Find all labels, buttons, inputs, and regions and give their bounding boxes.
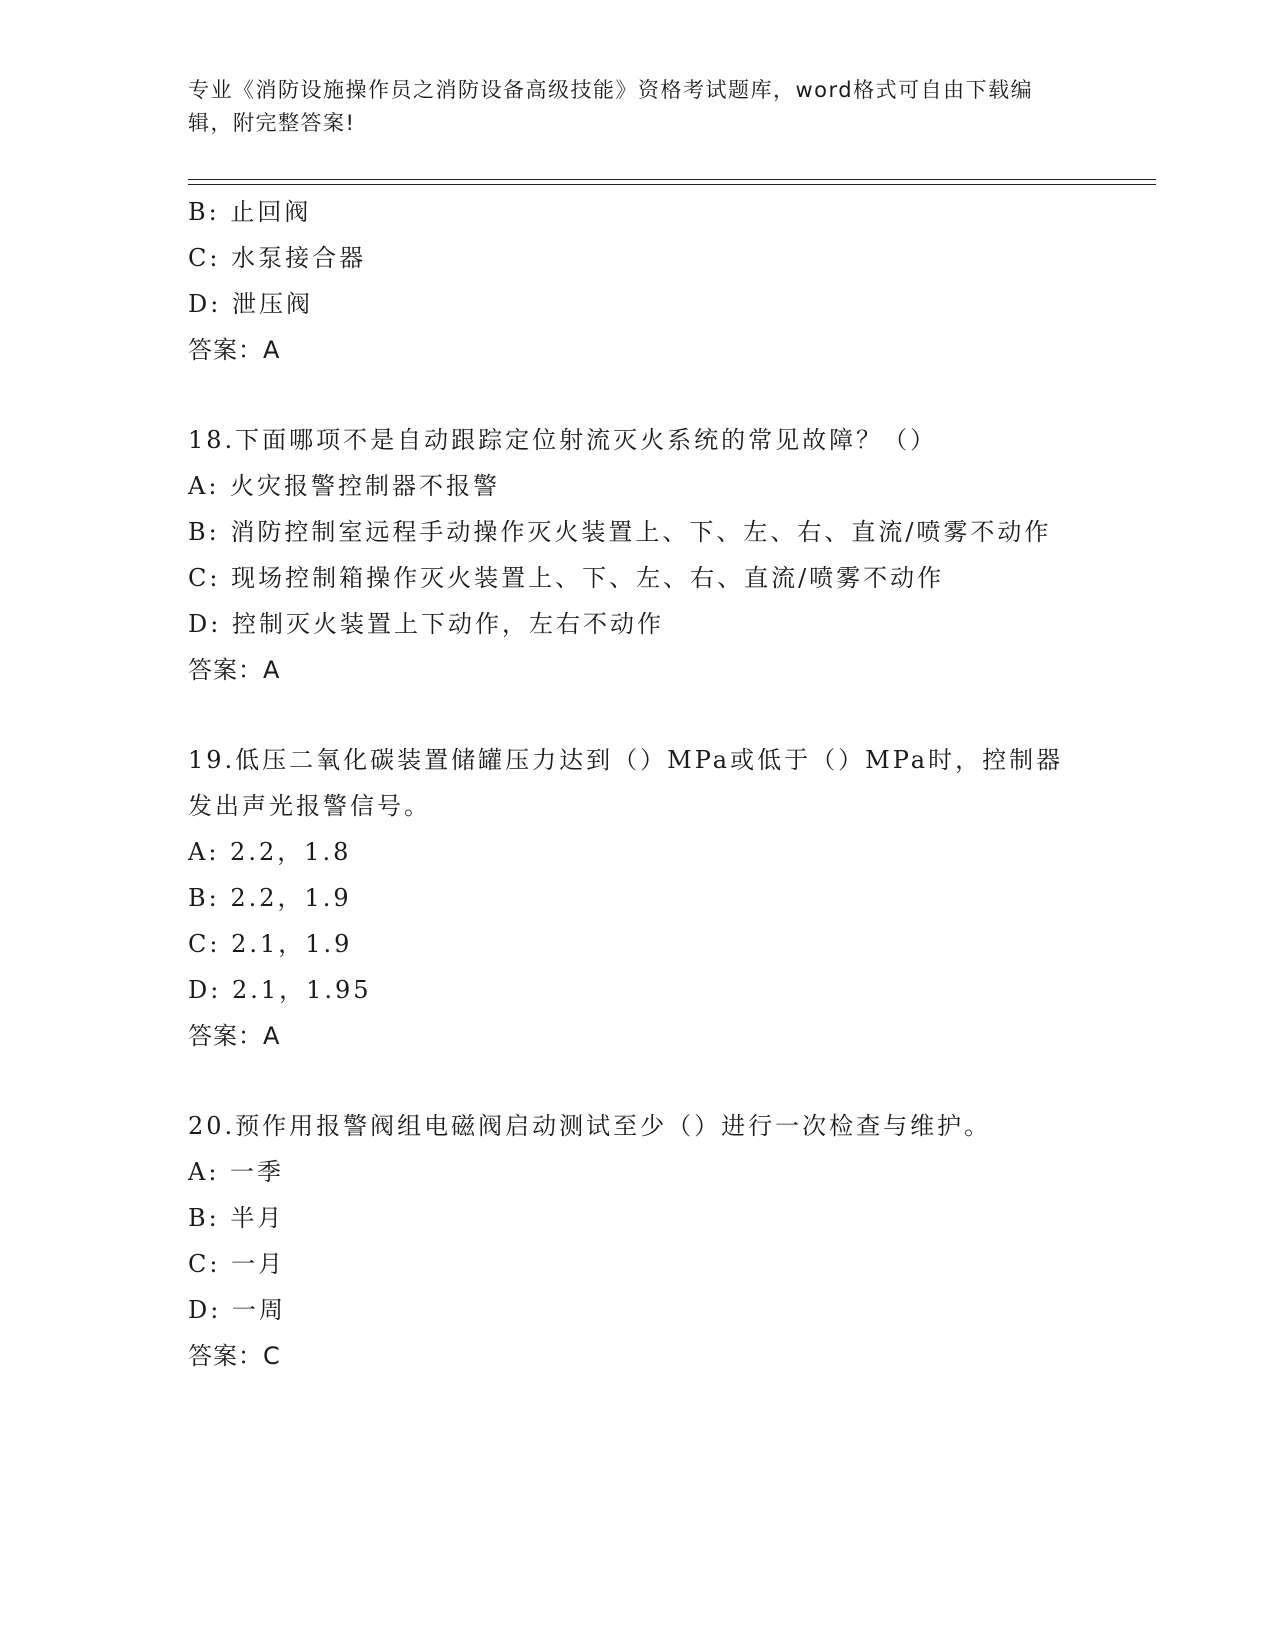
header-rule-bottom — [188, 184, 1156, 185]
document-header: 专业《消防设施操作员之消防设备高级技能》资格考试题库，word格式可自由下载编辑，附完整答案! — [188, 78, 1034, 135]
question-stem: 20.预作用报警阀组电磁阀启动测试至少（）进行一次检查与维护。 — [188, 1112, 992, 1140]
option-a: A: 火灾报警控制器不报警 — [188, 472, 501, 500]
option-a: A: 一季 — [188, 1158, 285, 1186]
question-20 — [188, 1103, 1068, 1379]
option-c: C: 2.1，1.9 — [188, 930, 353, 958]
question-list — [188, 189, 1068, 1379]
option-c: C: 现场控制箱操作灭火装置上、下、左、右、直流/喷雾不动作 — [188, 564, 945, 592]
answer: 答案：A — [188, 656, 281, 684]
option-a: A: 2.2，1.8 — [188, 838, 352, 866]
option-d: D: 泄压阀 — [188, 290, 313, 318]
header-rule-top — [188, 179, 1156, 180]
answer: 答案：A — [188, 336, 281, 364]
question-18 — [188, 417, 1068, 693]
option-b: B: 半月 — [188, 1204, 285, 1232]
answer: 答案：A — [188, 1022, 281, 1050]
question-17 — [188, 189, 1068, 373]
option-c: C: 水泵接合器 — [188, 244, 367, 272]
question-stem: 18.下面哪项不是自动跟踪定位射流灭火系统的常见故障？（） — [188, 426, 938, 454]
answer: 答案：C — [188, 1342, 281, 1370]
option-b: B: 止回阀 — [188, 198, 312, 226]
option-b: B: 2.2，1.9 — [188, 884, 352, 912]
option-d: D: 控制灭火装置上下动作，左右不动作 — [188, 610, 664, 638]
option-b: B: 消防控制室远程手动操作灭火装置上、下、左、右、直流/喷雾不动作 — [188, 518, 1052, 546]
question-stem: 19.低压二氧化碳装置储罐压力达到（）MPa或低于（）MPa时，控制器发出声光报警信号。 — [188, 746, 1064, 820]
option-d: D: 2.1，1.95 — [188, 976, 372, 1004]
option-d: D: 一周 — [188, 1296, 286, 1324]
question-19 — [188, 737, 1068, 1059]
option-c: C: 一月 — [188, 1250, 286, 1278]
